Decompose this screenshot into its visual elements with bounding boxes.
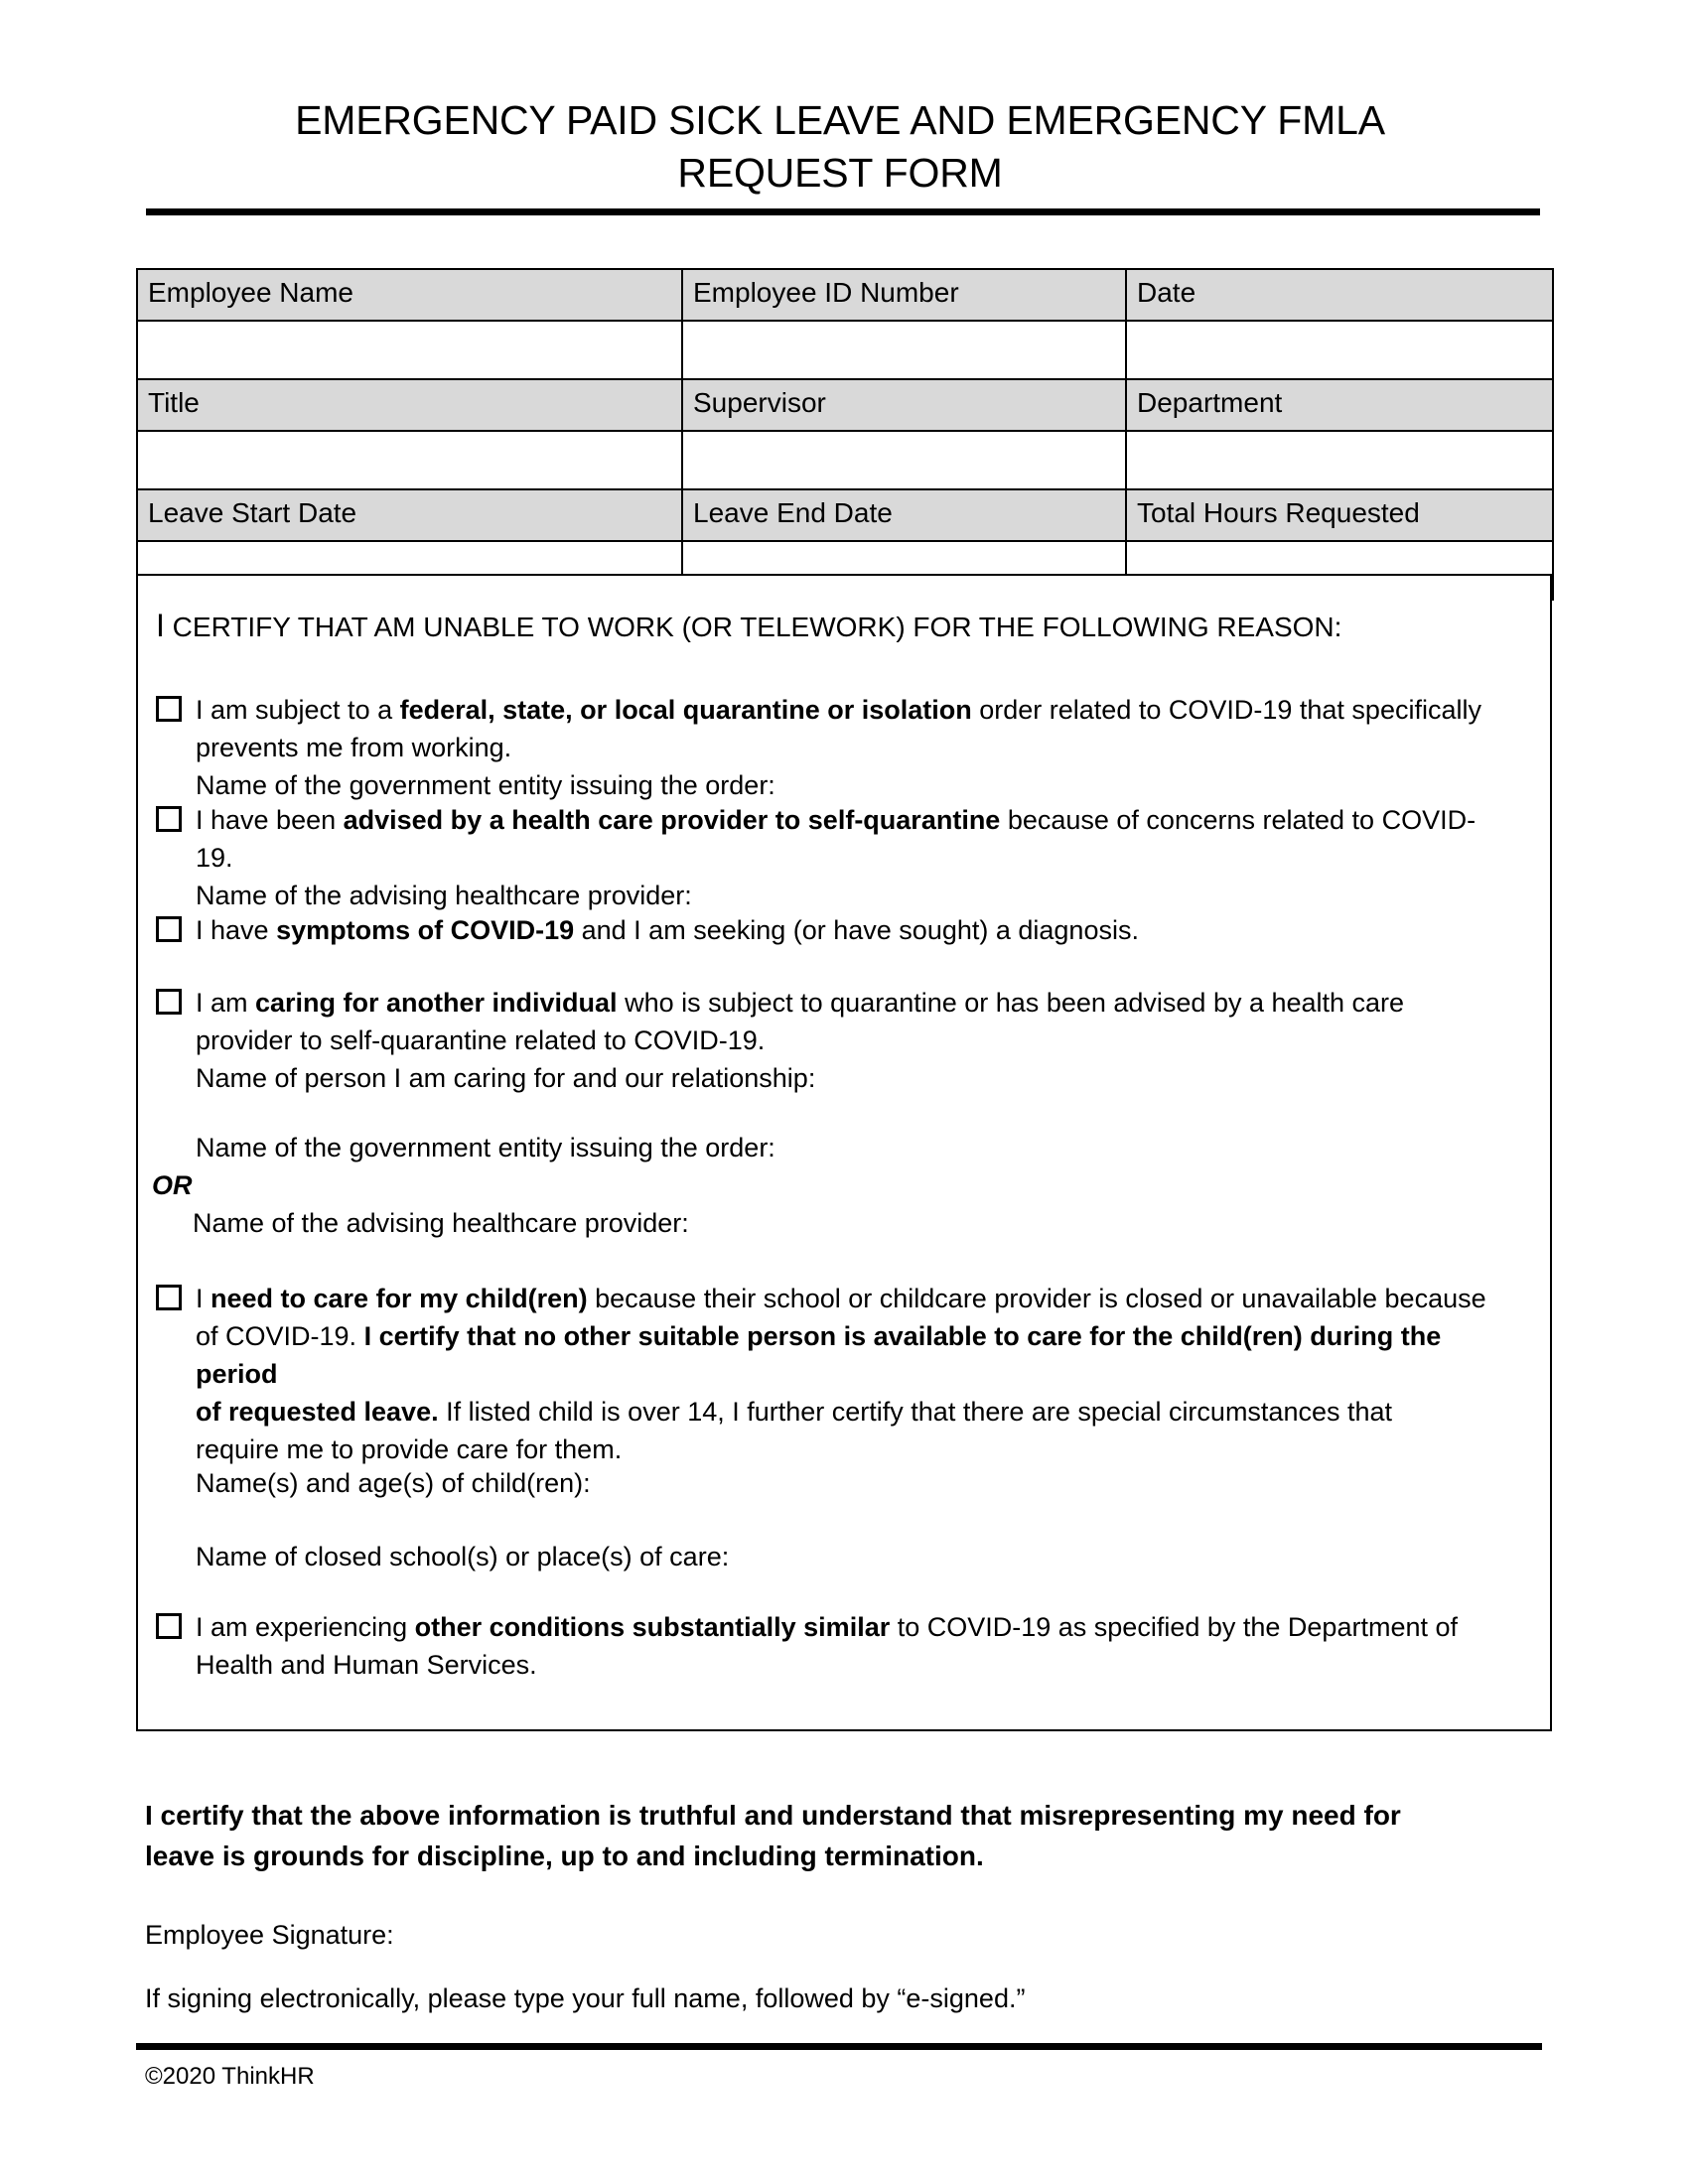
input-supervisor[interactable]: [682, 431, 1126, 489]
s-bold: symptoms of COVID-19: [276, 915, 575, 945]
q-bold: federal, state, or local quarantine or isolation: [399, 695, 972, 725]
reason-item-caring-for-individual[interactable]: [156, 984, 1510, 1097]
title-divider-rule: [146, 208, 1540, 215]
k-post: because their school or childcare provider is closed or unavailable because: [587, 1284, 1486, 1313]
checkbox-quarantine-order[interactable]: [156, 696, 182, 722]
final-certification-statement: [145, 1795, 1466, 1876]
header-leave-start-date: Leave Start Date: [137, 489, 682, 541]
final-cert-line-1: I certify that the above information is truthful and understand that misrepresenting my need for: [145, 1800, 1401, 1831]
c-sub1: Name of person I am caring for and our relationship:: [196, 1063, 816, 1093]
employee-signature-label[interactable]: Employee Signature:: [145, 1920, 394, 1950]
reason-item-quarantine-order[interactable]: [156, 691, 1510, 804]
checkbox-care-for-children[interactable]: [156, 1285, 182, 1310]
page-title: [136, 94, 1544, 200]
certification-heading-initial: I: [156, 608, 165, 643]
k-line3-bold: of requested leave.: [196, 1397, 439, 1427]
a-post: because of concerns related to COVID-19.: [196, 805, 1477, 873]
header-date: Date: [1126, 269, 1553, 321]
a-pre: I have been: [196, 805, 344, 835]
input-date[interactable]: [1126, 321, 1553, 379]
reason-text-advised-self-quarantine: [196, 801, 1510, 914]
s-post: and I am seeking (or have sought) a diagnosis.: [574, 915, 1139, 945]
title-line-2: REQUEST FORM: [677, 150, 1003, 196]
certification-heading: [156, 609, 1341, 644]
checkbox-advised-self-quarantine[interactable]: [156, 806, 182, 832]
input-department[interactable]: [1126, 431, 1553, 489]
caring-government-entity-label: Name of the government entity issuing the order:: [196, 1133, 775, 1162]
checkbox-other-conditions[interactable]: [156, 1613, 182, 1639]
a-sub1: Name of the advising healthcare provider:: [196, 881, 692, 910]
input-employee-id[interactable]: [682, 321, 1126, 379]
reason-item-care-for-children[interactable]: [156, 1280, 1510, 1468]
header-employee-id: Employee ID Number: [682, 269, 1126, 321]
k-line2-pre: of COVID-19.: [196, 1321, 364, 1351]
s-pre: I have: [196, 915, 277, 945]
reason-item-symptoms[interactable]: [156, 911, 1510, 949]
q-pre: I am subject to a: [196, 695, 400, 725]
checkbox-caring-for-individual[interactable]: [156, 989, 182, 1015]
input-employee-name[interactable]: [137, 321, 682, 379]
q-post: order related to COVID-19 that specifically: [971, 695, 1481, 725]
o-post: to COVID-19 as specified by the Department of: [890, 1612, 1458, 1642]
table-row-input-2: [137, 431, 1553, 489]
title-line-1: EMERGENCY PAID SICK LEAVE AND EMERGENCY FMLA: [295, 97, 1385, 143]
children-names-ages-label: Name(s) and age(s) of child(ren):: [196, 1468, 591, 1498]
k-pre: I: [196, 1284, 211, 1313]
input-title[interactable]: [137, 431, 682, 489]
k-line3-post: If listed child is over 14, I further certify that there are special circumstances that: [438, 1397, 1393, 1427]
final-cert-line-2: leave is grounds for discipline, up to and including termination.: [145, 1841, 984, 1871]
k-line2-bold: I certify that no other suitable person is available to care for the child(ren) during the period: [196, 1321, 1442, 1389]
c-bold: caring for another individual: [255, 988, 618, 1018]
table-row-header-3: [137, 489, 1553, 541]
table-row-input-1: [137, 321, 1553, 379]
k-line4: require me to provide care for them.: [196, 1434, 623, 1464]
c-line2: provider to self-quarantine related to COVID-19.: [196, 1025, 766, 1055]
header-supervisor: Supervisor: [682, 379, 1126, 431]
o-bold: other conditions substantially similar: [414, 1612, 891, 1642]
header-title: Title: [137, 379, 682, 431]
reason-text-quarantine-order: [196, 691, 1510, 804]
certification-heading-rest: CERTIFY THAT AM UNABLE TO WORK (OR TELEWORK) FOR THE FOLLOWING REASON:: [164, 612, 1342, 642]
closed-school-label: Name of closed school(s) or place(s) of care:: [196, 1542, 730, 1571]
footer-divider-rule: [136, 2043, 1542, 2050]
or-separator-label: OR: [152, 1170, 193, 1200]
reason-item-advised-self-quarantine[interactable]: [156, 801, 1510, 914]
c-pre: I am: [196, 988, 256, 1018]
copyright-notice: ©2020 ThinkHR: [145, 2063, 315, 2090]
reason-text-other-conditions: [196, 1608, 1510, 1684]
header-total-hours-requested: Total Hours Requested: [1126, 489, 1553, 541]
esign-instruction-note: If signing electronically, please type your full name, followed by “e-signed.”: [145, 1983, 1026, 2013]
caring-healthcare-provider-label: Name of the advising healthcare provider:: [193, 1208, 689, 1238]
reason-text-caring-for-individual: [196, 984, 1510, 1097]
a-bold: advised by a health care provider to self-quarantine: [343, 805, 1001, 835]
header-employee-name: Employee Name: [137, 269, 682, 321]
o-line2: Health and Human Services.: [196, 1650, 537, 1680]
header-department: Department: [1126, 379, 1553, 431]
reason-text-symptoms: [196, 911, 1510, 949]
q-sub1: Name of the government entity issuing the order:: [196, 770, 775, 800]
checkbox-symptoms[interactable]: [156, 916, 182, 942]
c-post: who is subject to quarantine or has been advised by a health care: [617, 988, 1405, 1018]
table-row-header-1: [137, 269, 1553, 321]
certification-reasons-box: [136, 574, 1552, 1731]
k-bold: need to care for my child(ren): [211, 1284, 588, 1313]
o-pre: I am experiencing: [196, 1612, 415, 1642]
employee-info-table: [136, 268, 1554, 601]
table-row-header-2: [137, 379, 1553, 431]
header-leave-end-date: Leave End Date: [682, 489, 1126, 541]
reason-item-other-conditions[interactable]: [156, 1608, 1510, 1684]
reason-text-care-for-children: [196, 1280, 1510, 1468]
q-line2: prevents me from working.: [196, 733, 512, 762]
